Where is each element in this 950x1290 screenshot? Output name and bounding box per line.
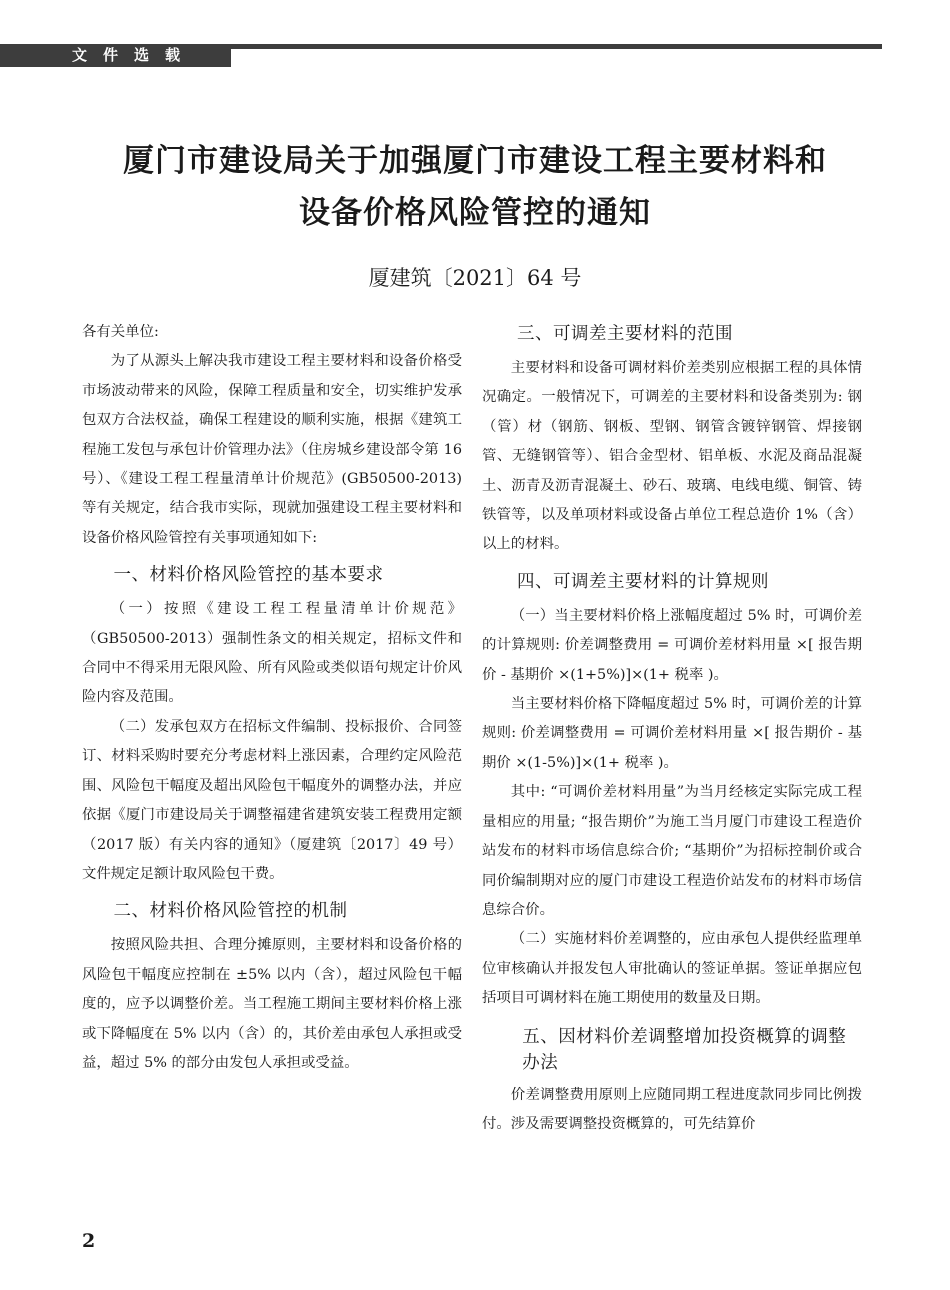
section-4-paragraph-3: 其中: “可调价差材料用量”为当月经核定实际完成工程量相应的用量; “报告期价”为施工当月厦门市建设工程造价站发布的材料市场信息综合价; “基期价”为招标控制价或合同价编制期对应的厦门市建设工程造价站发布的材料市场信息综合价。 [482, 784, 862, 918]
section-4-paragraph-2: 当主要材料价格下降幅度超过 5% 时，可调价差的计算规则: 价差调整费用 = 可调价差材料用量 ×[ 报告期价 - 基期价 ×(1-5%)]×(1+ 税率 )。 [482, 696, 862, 771]
section-3-heading: 三、可调差主要材料的范围 [517, 324, 733, 344]
page-number: 2 [82, 1230, 96, 1252]
section-5-heading: 五、因材料价差调整增加投资概算的调整办法 [522, 1026, 847, 1073]
intro-paragraph: 为了从源头上解决我市建设工程主要材料和设备价格受市场波动带来的风险，保障工程质量和安全，切实维护发承包双方合法权益，确保工程建设的顺利实施，根据《建筑工程施工发包与承包计价管理办法》（住房城乡建设部令第 16 号）、《建设工程工程量清单计价规范》(GB50500-2013) 等有关规定，结合我市实际，现就加强建设工程主要材料和设备价格风险管控有关事项通知如下: [82, 353, 462, 546]
section-2-paragraph-1: 按照风险共担、合理分摊原则，主要材料和设备价格的风险包干幅度应控制在 ±5% 以内（含），超过风险包干幅度的，应予以调整价差。当工程施工期间主要材料价格上涨或下降幅度在 5% 以内（含）的，其价差由承包人承担或受益，超过 5% 的部分由发包人承担或受益。 [82, 937, 462, 1071]
page-title [60, 135, 890, 239]
section-4-heading: 四、可调差主要材料的计算规则 [517, 571, 769, 592]
salutation: 各有关单位: [82, 324, 159, 340]
document-number: 厦建筑〔2021〕64 号 [368, 266, 582, 290]
section-2-heading: 二、材料价格风险管控的机制 [113, 901, 348, 922]
section-4-paragraph-1: （一）当主要材料价格上涨幅度超过 5% 时，可调价差的计算规则: 价差调整费用 = 可调价差材料用量 ×[ 报告期价 - 基期价 ×(1+5%)]×(1+ 税率 )。 [482, 607, 862, 683]
title-line-2: 设备价格风险管控的通知 [299, 195, 651, 231]
section-1-heading: 一、材料价格风险管控的基本要求 [113, 565, 384, 586]
title-line-1: 厦门市建设局关于加强厦门市建设工程主要材料和 [123, 143, 827, 179]
right-column [482, 318, 862, 1139]
section-3-paragraph-1: 主要材料和设备可调材料价差类别应根据工程的具体情况确定。一般情况下，可调差的主要材料和设备类别为: 钢（管）材（钢筋、钢板、型钢、钢管含镀锌钢管、焊接钢管、无缝钢管等）、铝合金型材、铝单板、水泥及商品混凝土、沥青及沥青混凝土、砂石、玻璃、电线电缆、铜管、铸铁管等，以及单项材料或设备占单位工程总造价 1%（含）以上的材料。 [482, 360, 862, 553]
left-column [82, 318, 462, 1078]
header-rule [231, 44, 882, 49]
section-label: 文件选载 [0, 44, 231, 67]
section-4-paragraph-4: （二）实施材料价差调整的，应由承包人提供经监理单位审核确认并报发包人审批确认的签证单据。签证单据应包括项目可调材料在施工期使用的数量及日期。 [482, 931, 862, 1007]
section-1-paragraph-2: （二）发承包双方在招标文件编制、投标报价、合同签订、材料采购时要充分考虑材料上涨因素，合理约定风险范围、风险包干幅度及超出风险包干幅度外的调整办法，并应依据《厦门市建设局关于调整福建省建筑安装工程费用定额（2017 版）有关内容的通知》（厦建筑〔2017〕49 号）文件规定足额计取风险包干费。 [82, 718, 462, 882]
section-5-paragraph-1: 价差调整费用原则上应随同期工程进度款同步同比例拨付。涉及需要调整投资概算的，可先结算价 [482, 1086, 862, 1132]
section-1-paragraph-1: （一）按照《建设工程工程量清单计价规范》（GB50500-2013）强制性条文的相关规定，招标文件和合同中不得采用无限风险、所有风险或类似语句规定计价风险内容及范围。 [82, 601, 462, 706]
